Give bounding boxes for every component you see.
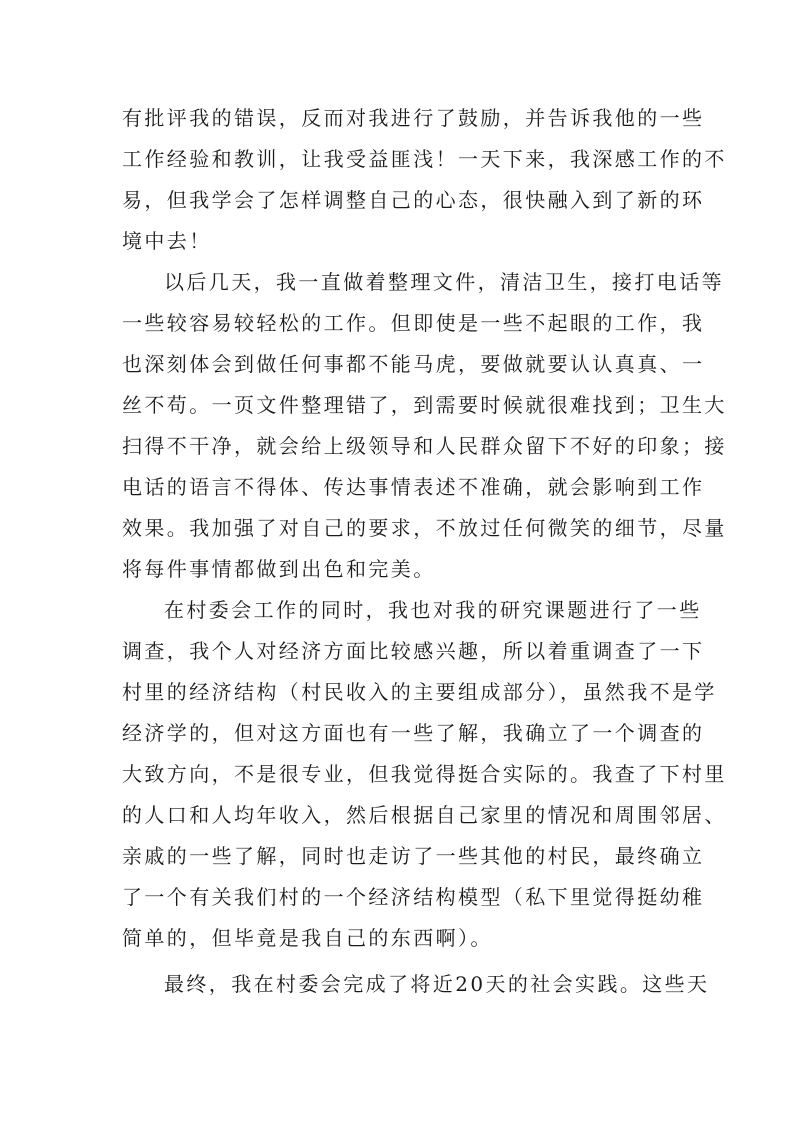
paragraph-first-line: 最终，我在村委会完成了将近20天的社会实践。这些天 <box>164 972 710 996</box>
paragraph-first-line: 以后几天，我一直做着整理文件，清洁卫生，接打电话等 <box>164 270 724 294</box>
text-line: 亲戚的一些了解，同时也走访了一些其他的村民，最终确立 <box>122 844 705 868</box>
text-line: 了一个有关我们村的一个经济结构模型（私下里觉得挺幼稚 <box>122 885 705 909</box>
text-line: 经济学的，但对这方面也有一些了解，我确立了一个调查的 <box>122 721 705 745</box>
text-line: 扫得不干净，就会给上级领导和人民群众留下不好的印象；接 <box>122 434 727 458</box>
text-line: 大致方向，不是很专业，但我觉得挺合实际的。我查了下村里 <box>122 762 727 786</box>
text-line: 有批评我的错误，反而对我进行了鼓励，并告诉我他的一些 <box>122 106 705 130</box>
text-line: 简单的，但毕竟是我自己的东西啊）。 <box>122 926 493 950</box>
text-line: 调查，我个人对经济方面比较感兴趣，所以着重调查了一下 <box>122 639 705 663</box>
text-line: 效果。我加强了对自己的要求，不放过任何微笑的细节，尽量 <box>122 516 727 540</box>
text-line: 工作经验和教训，让我受益匪浅！一天下来，我深感工作的不 <box>122 147 727 171</box>
text-line: 丝不苟。一页文件整理错了，到需要时候就很难找到；卫生大 <box>122 393 727 417</box>
text-line: 境中去！ <box>122 229 212 253</box>
paragraph-first-line: 在村委会工作的同时，我也对我的研究课题进行了一些 <box>164 598 702 622</box>
text-line: 将每件事情都做到出色和完美。 <box>122 557 436 581</box>
text-line: 一些较容易较轻松的工作。但即使是一些不起眼的工作，我 <box>122 311 705 335</box>
text-line: 易，但我学会了怎样调整自己的心态，很快融入到了新的环 <box>122 188 705 212</box>
text-line: 也深刻体会到做任何事都不能马虎，要做就要认认真真、一 <box>122 352 705 376</box>
text-line: 电话的语言不得体、传达事情表述不准确，就会影响到工作 <box>122 475 705 499</box>
text-line: 村里的经济结构（村民收入的主要组成部分），虽然我不是学 <box>122 680 717 704</box>
text-line: 的人口和人均年收入，然后根据自己家里的情况和周围邻居、 <box>122 803 727 827</box>
